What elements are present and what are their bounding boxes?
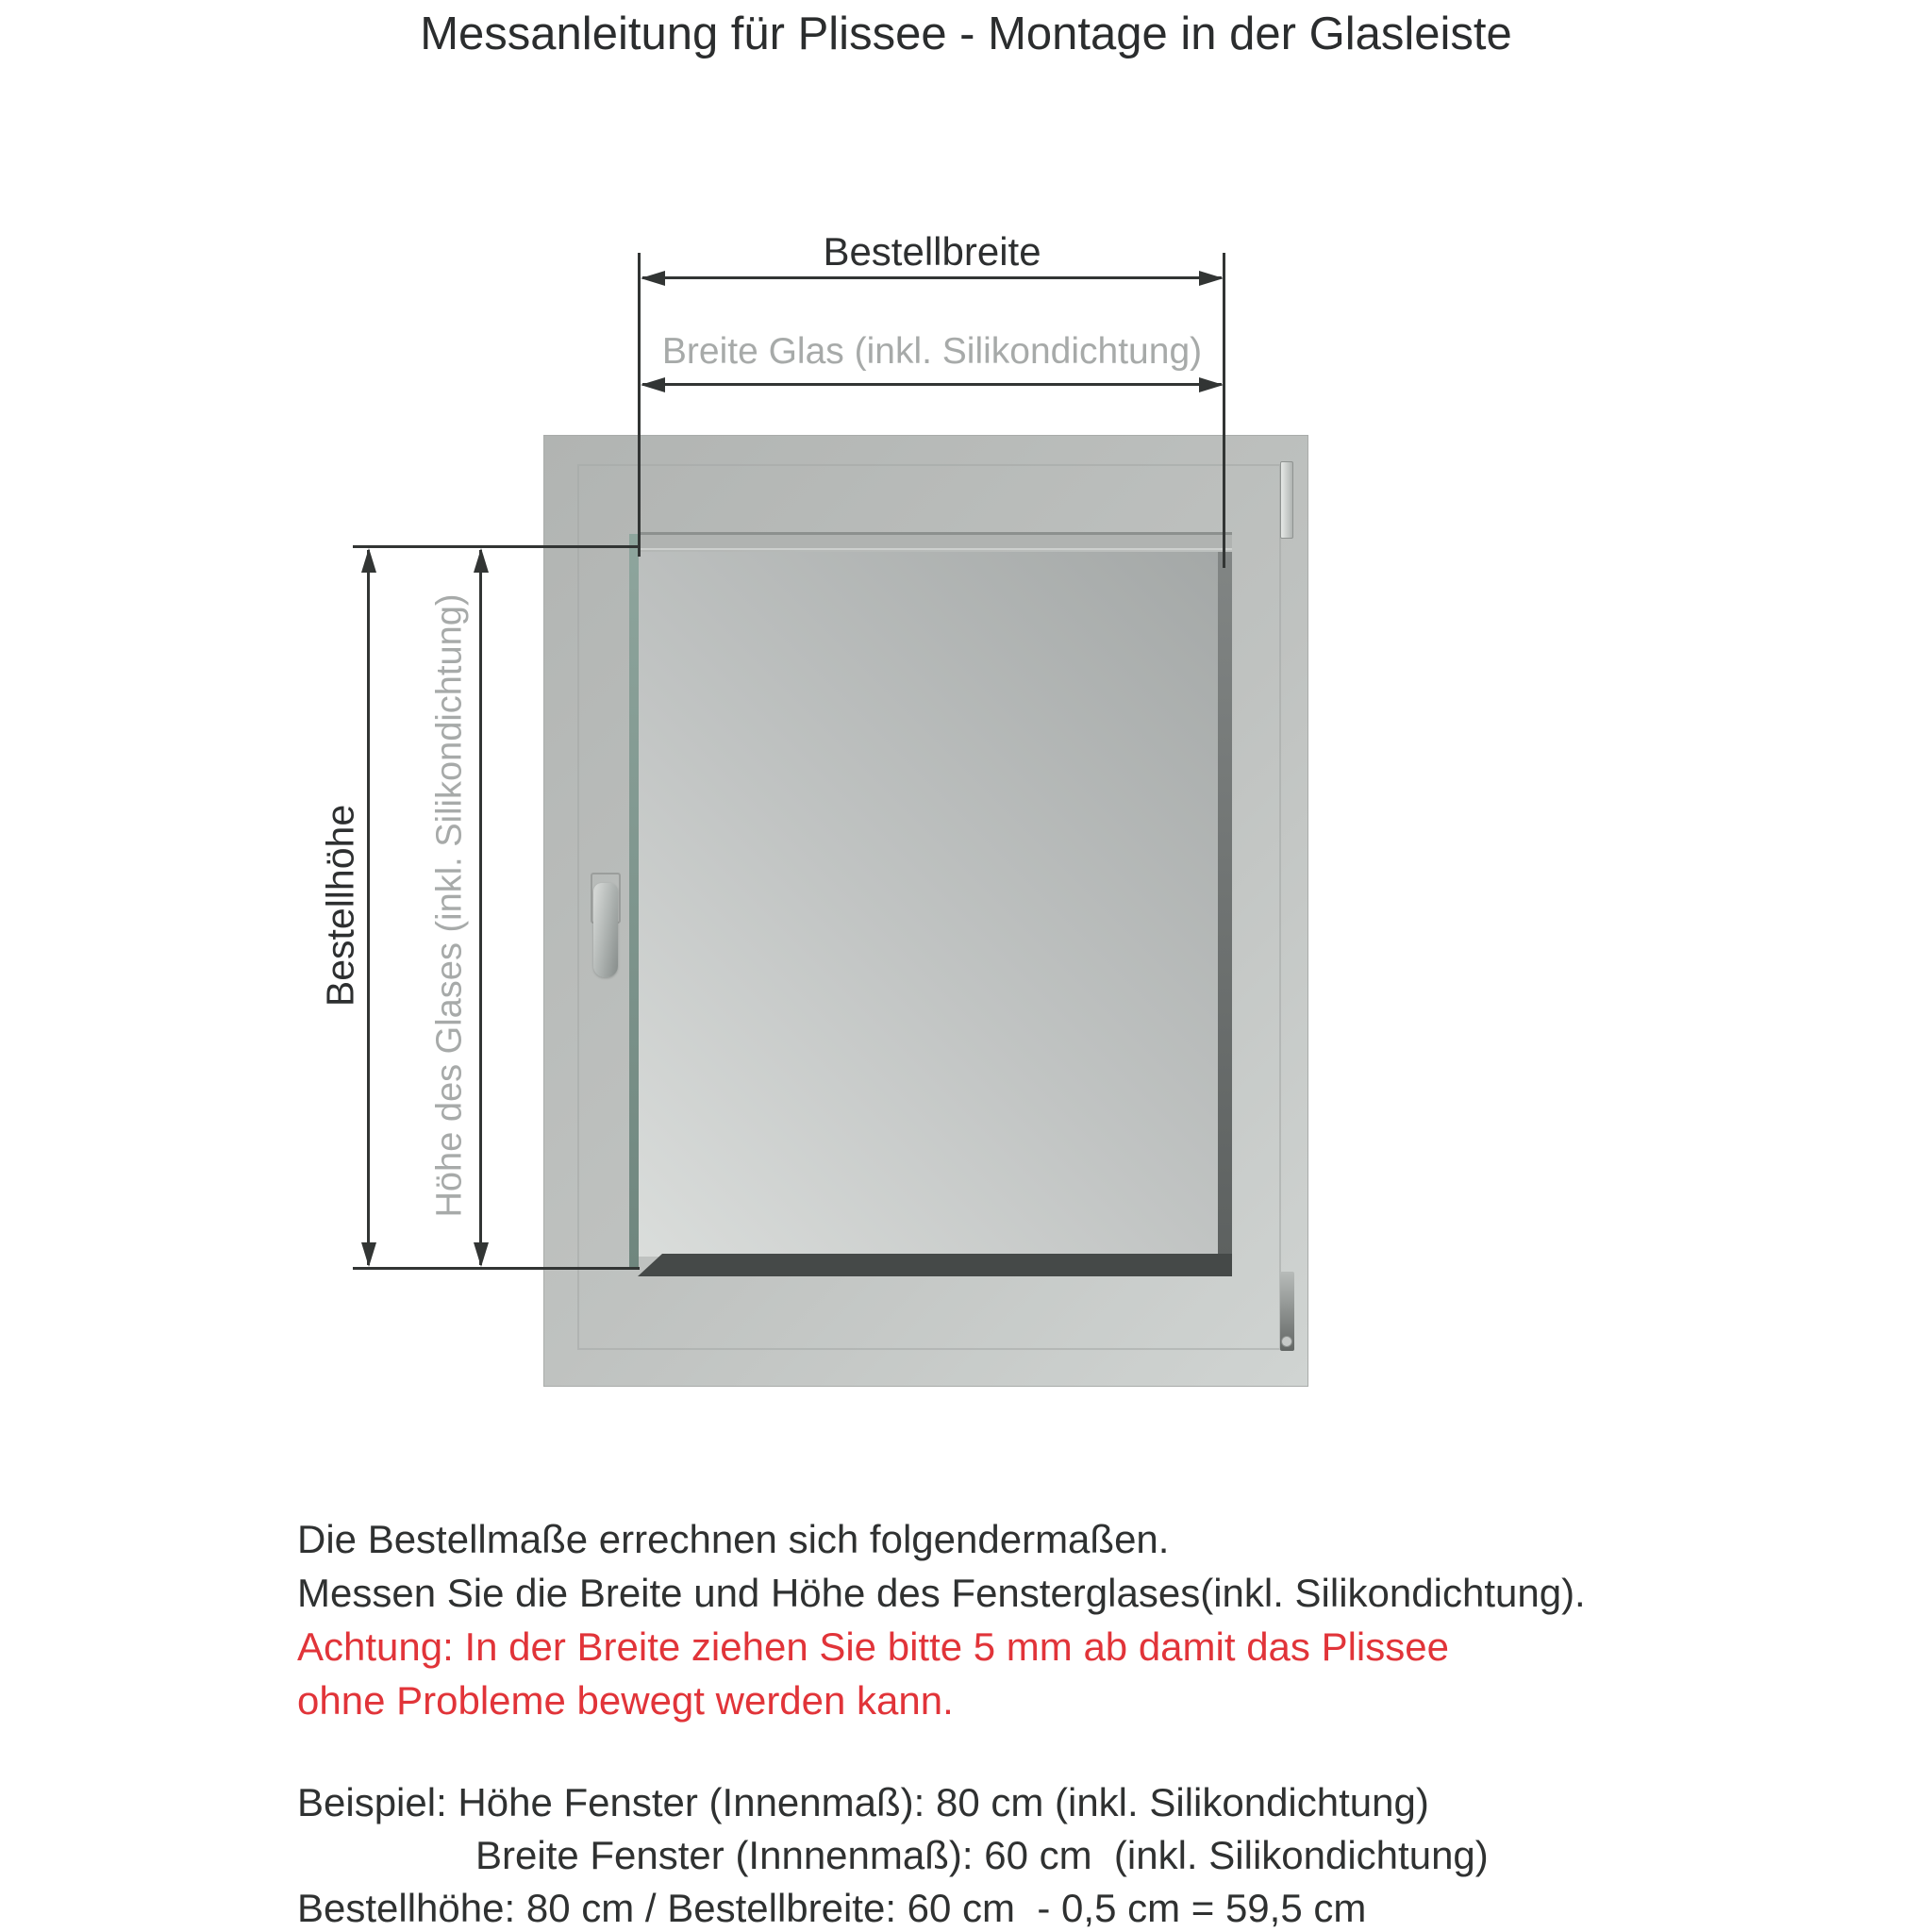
label-order-height: Bestellhöhe xyxy=(318,804,362,1008)
extension-line-glass-right xyxy=(1223,253,1225,568)
example-line-3: Bestellhöhe: 80 cm / Bestellbreite: 60 cm - 0,5 cm = 59,5 cm xyxy=(297,1886,1367,1930)
arrowhead-up-icon xyxy=(474,548,489,573)
page-title: Messanleitung für Plissee - Montage in der Glasleiste xyxy=(420,8,1512,59)
example-line-1: Beispiel: Höhe Fenster (Innenmaß): 80 cm (inkl. Silikondichtung) xyxy=(297,1780,1429,1824)
glass-right-shadow xyxy=(1218,552,1232,1257)
example-line-2: Breite Fenster (Innnenmaß): 60 cm (inkl. Silikondichtung) xyxy=(475,1833,1489,1877)
warning-line-1: Achtung: In der Breite ziehen Sie bitte 5 mm ab damit das Plissee xyxy=(297,1624,1449,1669)
window-handle xyxy=(593,883,618,977)
dimension-arrow-glass-width xyxy=(642,383,1222,386)
extension-line-glass-top xyxy=(353,545,640,548)
instruction-line-2: Messen Sie die Breite und Höhe des Fensterglases(inkl. Silikondichtung). xyxy=(297,1571,1586,1615)
arrowhead-down-icon xyxy=(474,1242,489,1267)
label-glass-width: Breite Glas (inkl. Silikondichtung) xyxy=(661,331,1203,372)
arrowhead-down-icon xyxy=(361,1242,376,1267)
label-order-width: Bestellbreite xyxy=(823,229,1041,274)
arrowhead-right-icon xyxy=(1199,377,1224,392)
arrowhead-right-icon xyxy=(1199,271,1224,286)
glass-bottom-shadow xyxy=(638,1254,1232,1276)
glass-left-seal xyxy=(629,534,639,1269)
warning-line-2: ohne Probleme bewegt werden kann. xyxy=(297,1678,954,1723)
hinge-top xyxy=(1280,461,1293,539)
hinge-bottom-knob xyxy=(1281,1336,1292,1347)
dimension-arrow-glass-height xyxy=(479,550,482,1265)
dimension-arrow-order-height xyxy=(367,550,370,1265)
arrowhead-up-icon xyxy=(361,548,376,573)
arrowhead-left-icon xyxy=(641,377,665,392)
window-glass xyxy=(638,552,1218,1257)
glass-top-bead xyxy=(638,532,1232,550)
extension-line-glass-bottom xyxy=(353,1267,640,1270)
arrowhead-left-icon xyxy=(641,271,665,286)
instruction-line-1: Die Bestellmaße errechnen sich folgendermaßen. xyxy=(297,1517,1170,1561)
label-glass-height: Höhe des Glases (inkl. Silikondichtung) xyxy=(429,593,470,1218)
dimension-arrow-order-width xyxy=(642,276,1222,279)
extension-line-glass-left xyxy=(638,253,641,557)
